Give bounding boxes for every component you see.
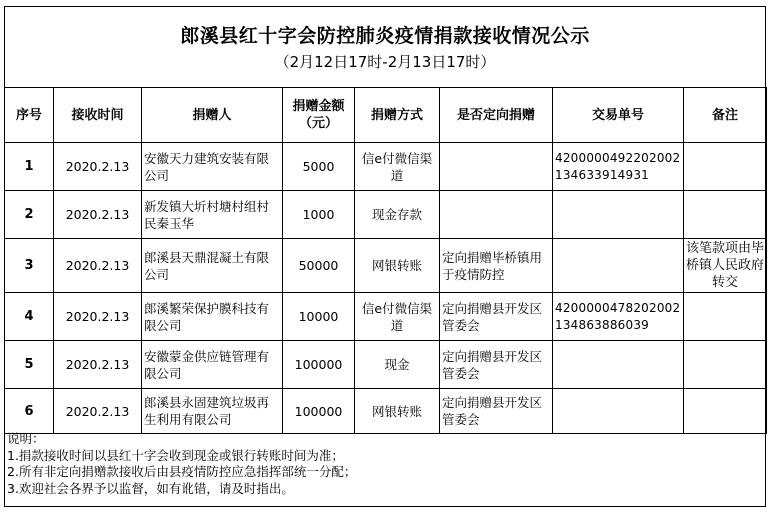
cell-method: 信e付微信渠道 — [355, 293, 440, 341]
cell-date: 2020.2.13 — [54, 143, 142, 191]
cell-directed: 定向捐赠毕桥镇用于疫情防控 — [440, 239, 553, 293]
header-no: 序号 — [5, 88, 54, 143]
cell-remark — [684, 143, 767, 191]
cell-txn: 4200000492202002134633914931 — [553, 143, 684, 191]
cell-amount: 1000 — [283, 191, 355, 239]
cell-no: 1 — [5, 143, 54, 191]
cell-donor: 安徽天力建筑安装有限公司 — [142, 143, 283, 191]
table-row — [5, 239, 767, 293]
cell-donor: 郎溪繁荣保护膜科技有限公司 — [142, 293, 283, 341]
header-txn: 交易单号 — [553, 88, 684, 143]
cell-remark: 该笔款项由毕桥镇人民政府转交 — [684, 239, 767, 293]
header-donor: 捐赠人 — [142, 88, 283, 143]
cell-no: 4 — [5, 293, 54, 341]
cell-directed — [440, 143, 553, 191]
cell-no: 3 — [5, 239, 54, 293]
cell-date: 2020.2.13 — [54, 341, 142, 389]
cell-amount: 5000 — [283, 143, 355, 191]
cell-no: 6 — [5, 389, 54, 434]
header-amount: 捐赠金额（元） — [283, 88, 355, 143]
cell-remark — [684, 341, 767, 389]
cell-date: 2020.2.13 — [54, 293, 142, 341]
cell-no: 5 — [5, 341, 54, 389]
cell-method: 网银转账 — [355, 239, 440, 293]
note-item: 2.所有非定向捐赠款接收后由县疫情防控应急指挥部统一分配； — [7, 464, 357, 480]
cell-txn — [553, 341, 684, 389]
cell-date: 2020.2.13 — [54, 191, 142, 239]
cell-txn — [553, 389, 684, 434]
page-title: 郎溪县红十字会防控肺炎疫情捐款接收情况公示 — [180, 25, 590, 47]
header-directed: 是否定向捐赠 — [440, 88, 553, 143]
cell-method: 现金存款 — [355, 191, 440, 239]
header-date: 接收时间 — [54, 88, 142, 143]
cell-remark — [684, 293, 767, 341]
header-remark: 备注 — [684, 88, 767, 143]
cell-remark — [684, 389, 767, 434]
cell-method: 网银转账 — [355, 389, 440, 434]
cell-directed: 定向捐赠县开发区管委会 — [440, 341, 553, 389]
table-row — [5, 143, 767, 191]
cell-date: 2020.2.13 — [54, 239, 142, 293]
cell-donor: 郎溪县永固建筑垃圾再生利用有限公司 — [142, 389, 283, 434]
notes-heading: 说明： — [7, 431, 45, 446]
table-row — [5, 341, 767, 389]
notice-sheet — [4, 6, 766, 507]
cell-remark — [684, 191, 767, 239]
cell-directed: 定向捐赠县开发区管委会 — [440, 389, 553, 434]
header-method: 捐赠方式 — [355, 88, 440, 143]
cell-donor: 郎溪县天鼎混凝土有限公司 — [142, 239, 283, 293]
cell-method: 现金 — [355, 341, 440, 389]
cell-directed: 定向捐赠县开发区管委会 — [440, 293, 553, 341]
cell-no: 2 — [5, 191, 54, 239]
table-header-row — [5, 88, 767, 143]
note-item: 1.捐款接收时间以县红十字会收到现金或银行转账时间为准； — [7, 447, 344, 463]
cell-date: 2020.2.13 — [54, 389, 142, 434]
cell-amount: 50000 — [283, 239, 355, 293]
note-item: 3.欢迎社会各界予以监督，如有讹错，请及时指出。 — [7, 480, 294, 496]
cell-amount: 10000 — [283, 293, 355, 341]
table-row — [5, 293, 767, 341]
page-subtitle: （2月12日17时-2月13日17时） — [274, 53, 496, 71]
table-row — [5, 191, 767, 239]
cell-method: 信e付微信渠道 — [355, 143, 440, 191]
table-row — [5, 389, 767, 434]
cell-directed — [440, 191, 553, 239]
donation-table — [4, 87, 767, 434]
cell-txn — [553, 239, 684, 293]
notes-section — [7, 431, 356, 497]
cell-txn — [553, 191, 684, 239]
cell-amount: 100000 — [283, 389, 355, 434]
cell-amount: 100000 — [283, 341, 355, 389]
cell-donor: 新发镇大圻村塘村组村民秦玉华 — [142, 191, 283, 239]
cell-txn: 4200000478202002134863886039 — [553, 293, 684, 341]
cell-donor: 安徽蒙金供应链管理有限公司 — [142, 341, 283, 389]
